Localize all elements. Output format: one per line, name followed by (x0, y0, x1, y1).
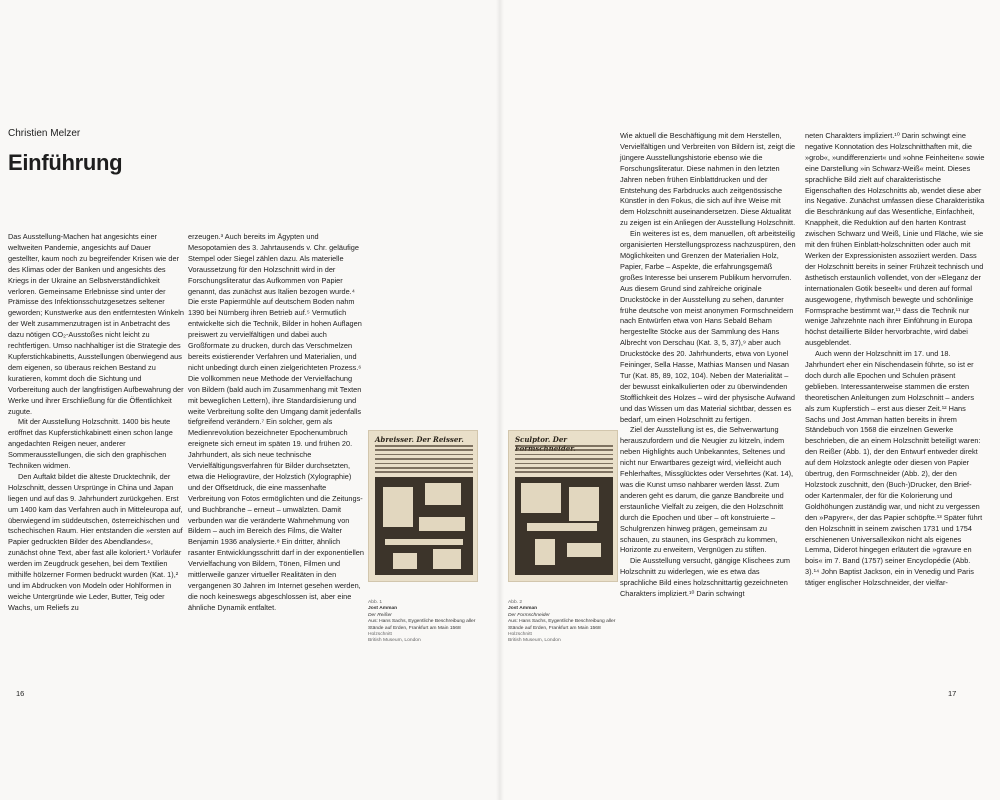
figure-artist: Jost Amman (368, 606, 398, 612)
woodcut-scene (375, 477, 473, 575)
page-number-left: 16 (16, 689, 25, 698)
woodcut-heading: Abreisser. Der Reisser. (375, 435, 464, 444)
paragraph: Auch wenn der Holzschnitt im 17. und 18. Jahrhundert eher ein Nischendasein führte, so ist er doch durch alle Epochen und Schulen präsent geblieben. Interessanterweise stammen die ersten theoretischen Anleitungen zum Holzschnitt – anders als zum Kupferstich – erst aus dieser Zeit.¹² Hans Sachs und Jost Amman hatten bereits in ihrem Ständebuch von 1568 die einzelnen Gewerke beschrieben, die an einem Holzschnitt beteiligt waren: den Reißer (Abb. 1), der den Entwurf entweder direkt auf dem Holzstock anlegte oder diesen von Papier übertrug, den Formschneider (Abb. 2), der den Holzstock zuschnitt, den (Buch-)Drucker, den Brief- oder Kartenmaler, der für die Kolorierung und Goldhöhungen zuständig war, und nicht zu vergessen den »Papyrer«, der das Papier schöpfte.¹³ Später führt den Holzschnitt in seinem zwischen 1731 und 1754 erschienenen Universallexikon nicht als eigenes Lemma, Diderot hingegen erläutert die »gravure en bois« im 7. Band (1757) seiner Encyclopédie (Abb. 3).¹⁴ John Baptist Jackson, ein in Venedig und Paris tätiger englischer Holzschneider, der vielfar- (805, 349, 983, 588)
text-column-2 (188, 232, 364, 614)
figure-collection: British Museum, London (368, 638, 421, 644)
figure-medium: Holzschnitt (508, 632, 532, 638)
gutter-shadow (496, 0, 504, 800)
woodcut-verse-lines (515, 445, 613, 476)
figure-number: Abb. 2 (508, 600, 523, 605)
text-column-1 (8, 232, 184, 614)
page-number-right: 17 (948, 689, 957, 698)
paragraph: Ziel der Ausstellung ist es, die Sehverwartung herauszufordern und die Neugier zu kitzeln, indem neben Highlights auch Unbekanntes, Seltenes und nicht nur Erwartbares gezeigt wird, vielleicht auch Fehlerhaftes, Missglücktes oder Versehrtes (Kat. 14), was die Kunst umso nahbarer werden lässt. Zum anderen geht es darum, die ganze Bandbreite und erstaunliche Vielfalt zu zeigen, die den Holzschnitt durch die Epochen und über – oft konstruierte – Schulgrenzen hinweg prägen, gemeinsam zu schauen, zu staunen, ins Gespräch zu kommen, Horizonte zu erweitern, Vergnügen zu stiften. (620, 425, 794, 555)
paragraph: Mit der Ausstellung Holzschnitt. 1400 bis heute eröffnet das Kupferstichkabinett einen schon lange angedachten Reigen neuer, anderer Sommerausstellungen, die sich den graphischen Techniken widmen. (8, 417, 173, 471)
figure-medium: Holzschnitt (368, 632, 392, 638)
author-name: Christien Melzer (8, 128, 81, 139)
woodcut-scene (515, 477, 613, 575)
woodcut-verse-lines (375, 445, 473, 476)
figure-number: Abb. 1 (368, 600, 383, 605)
figure-collection: British Museum, London (508, 638, 561, 644)
figure-2-caption (508, 600, 618, 645)
figure-2 (508, 430, 618, 645)
figure-artist: Jost Amman (508, 606, 538, 612)
figure-source: Aus: Hans Sachs, Eygentliche Beschreibung aller Stände auf Erden, Frankfurt am Main 1568 (368, 619, 476, 631)
figure-1 (368, 430, 478, 645)
paragraph: neten Charakters impliziert.¹⁰ Darin schwingt eine negative Konnotation des Holzschnitthaften mit, die »grob«, »undifferenziert« und »ohne Feinheiten« sowie eine Darstellung »in Schwarz-Weiß« meint. Dieses sprachliche Bild zielt auf charakteristische Eigenschaften des Holzschnitts ab, wendet diese aber ins Negative. Zunächst umfassen diese Charakteristika die Beschränkung auf das Wesentliche, Einfachheit, Knappheit, die Reduktion auf den harten Kontrast zwischen Schwarz und Weiß, Linie und Fläche, wie sie mit den frühen Einblatt-holzschnitten oder auch mit Werken der Expressionisten assoziiert werden. Dass der Holzschnitt bereits in seiner Frühzeit technisch und ästhetisch erstaunlich vollendet, von der »Eleganz der internationalen Gotik beseelt« und deren auf formal ausgewogene, rhythmisch bewegte und schönlinige Formsprache bestimmt war,¹¹ dass die Technik nur wenige Jahrzehnte nach ihrer Einführung in Europa höchst detaillierte Bilder hervorbrachte, wird dabei ausgeblendet. (805, 131, 985, 348)
paragraph: Den Auftakt bildet die älteste Drucktechnik, der Holzschnitt, dessen Ursprünge in China und Japan liegen und auf das 9. Jahrhundert zurückgehen. Erst um 1400 kam das Verfahren auch in Mitteleuropa auf, überwiegend im süddeutschen, österreichischen und tschechischen Raum. Hier entstanden die »ersten auf Papier gedruckten Bilder des Abendlandes«, zunächst ohne Text, aber fast alle koloriert.¹ Vorläufer werden im Zeugdruck gesehen, bei dem Textilien mithilfe hölzerner Formen bedruckt wurden (Kat. 1),² und im Abdrucken von Modeln oder Hohlformen in weiche Untergründe wie Leder, Butter, Teig oder Wachs, um Reliefs zu (8, 471, 183, 612)
text-column-4 (805, 131, 985, 589)
paragraph: Die Ausstellung versucht, gängige Klischees zum Holzschnitt zu widerlegen, wie es etwa das sprachliche Bild eines holzschnittartig gezeichneten Charakters impliziert.¹⁰ Darin schwingt (620, 556, 791, 599)
woodcut-heading: Sculptor. Der (515, 435, 567, 444)
paragraph: Wie aktuell die Beschäftigung mit dem Herstellen, Vervielfältigen und Verbreiten von Bildern ist, zeigt die jüngere Ausstellungshistorie ebenso wie die Forschungsliteratur. Diese nahmen in den letzten Jahren neben frühen Einblattdrucken und der Entstehung des Farbdrucks auch zeitgenössische Künstler in den Fokus, die sich auf ihre Weise mit dem Holzschnitt auseinandersetzen. Diese Aktualität zu zeigen ist ein Anliegen der Ausstellung Holzschnitt. (620, 131, 796, 228)
woodcut-image-der-formschneider (508, 430, 618, 582)
woodcut-image-der-reisser (368, 430, 478, 582)
paragraph: Das Ausstellung-Machen hat angesichts einer weltweiten Pandemie, angesichts auf Dauer gestellter, kaum noch zu begreifender Krisen wie der des Klimas oder der Banken und angesichts des Kriegs in der Ukraine an Selbstverständlichkeit verloren. Gemeinsame Erlebnisse sind unter der Prämisse des Infektionsschutzgesetzes seltener geworden; Kunstwerke aus den entferntesten Winkeln der Welt zusammenzutragen ist in Anbetracht des dazu nötigen CO₂-Ausstoßes nicht leicht zu rechtfertigen. Umso nachhaltiger ist die Strategie des Kupferstichkabinetts, Ausstellungen überwiegend aus dem eigenen, so überaus reichen Bestand zu kuratieren, kommt doch die Sichtung und Vorbereitung auch der langfristigen Aufbewahrung der Werke und ihrer Erschließung für die Öffentlichkeit zugute. (8, 232, 184, 416)
paragraph: Ein weiteres ist es, dem manuellen, oft arbeitsteilig organisierten Herstellungsprozess nachzuspüren, den Möglichkeiten und Grenzen der Materialien Holz, Papier, Farbe – Aspekte, die erfahrungsgemäß großes Interesse bei unserem Publikum hervorrufen. Aus diesem Grund sind zahlreiche originale Druckstöcke in der Ausstellung zu sehen, darunter frühe deutsche von meist anonymen Formschneidern nach Entwürfen etwa von Hans Sebald Beham hergestellte Stöcke aus der Sammlung des Hans Albrecht von Derschau (Kat. 3, 5, 37),⁹ aber auch Druckstöcke des 20. Jahrhunderts, etwa von Lyonel Feininger, Sella Hasse, Mathias Mansen und Nasan Tur (Kat. 85, 89, 102, 104). Neben der Materialität – der bewusst einkalkulierten oder zu überwindenden Stofflichkeit des Holzes – wird der physische Aufwand und das Wissen um das Material sichtbar, dessen es bedarf, um einen Holzschnitt zu fertigen. (620, 229, 796, 424)
figure-title: Der Formschneider (508, 612, 550, 618)
chapter-title: Einführung (8, 150, 123, 175)
text-column-3 (620, 131, 796, 600)
figure-source: Aus: Hans Sachs, Eygentliche Beschreibung aller Stände auf Erden, Frankfurt am Main 1568 (508, 619, 616, 631)
paragraph: erzeugen.³ Auch bereits im Ägypten und Mesopotamien des 3. Jahrtausends v. Chr. geläufige Stempel oder Siegel zählen dazu. Als materielle Voraussetzung für den Holzschnitt wird in der Forschungsliteratur das Aufkommen von Papier genannt, das zunächst aus Italien bezogen wurde.⁴ Die erste Papiermühle auf deutschem Boden nahm 1390 bei Nürnberg ihren Betrieb auf.⁵ Vermutlich entwickelte sich die Technik, Bilder in hohen Auflagen preiswert zu vervielfältigen und dabei auch Großformate zu drucken, durch das Verschmelzen bereits existierender Verfahren und Materialien, und nicht unbedingt durch einen zielgerichteten Prozess.⁶ Die vollkommen neue Methode der Vervielfachung von Bildern (bald auch im Zusammenhang mit Texten mit beweglichen Lettern), ihre Standardisierung und weite Verbreitung sollte den Umgang damit jedenfalls tiefgreifend verändern.⁷ Ein solcher, gern als Medienrevolution bezeichneter Epochenumbruch ereignete sich erneut im späten 19. und frühen 20. Jahrhundert, als sich neue technische Vervielfältigungsverfahren für Bilder durchsetzten, etwa die Heliogravüre, der Holzstich (Xylographie) und der Offsetdruck, die eine massenhafte Verbreitung von Fotos ermöglichten und die Zeitungs- und Buchbranche – erneut – umwälzten. Damit verbunden war die veränderte Wahrnehmung von Bildern – auch im Bereich des Films, die Walter Benjamin 1936 analysierte.⁸ Ein dritter, ähnlich rasanter Entwicklungsschritt darf in der exponentiellen Vervielfachung von Bildern, Tönen, Filmen und mittlerweile ganzer virtueller Realitäten in den vergangenen 30 Jahren im Internet gesehen werden, die noch keineswegs abgeschlossen ist, aber eine ähnliche Dynamik entfaltet. (188, 232, 364, 612)
figure-title: Der Reißer (368, 612, 392, 618)
figure-1-caption (368, 600, 478, 645)
